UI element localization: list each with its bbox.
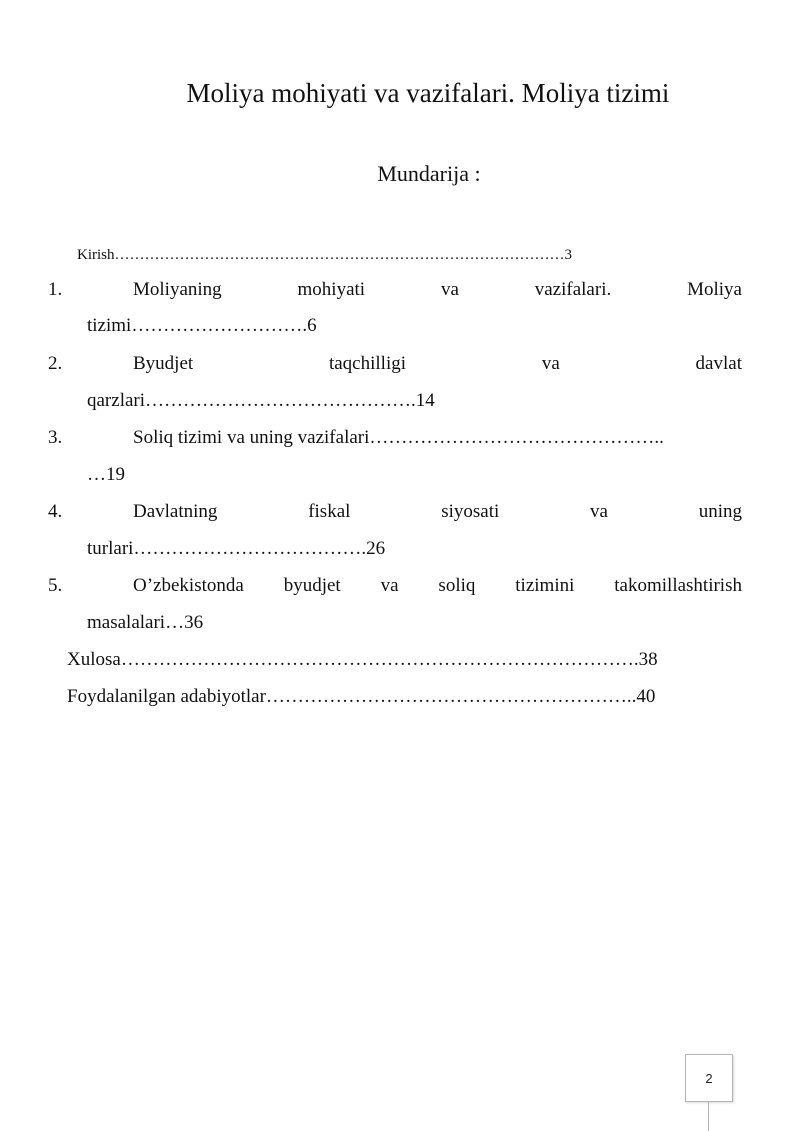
toc-item-3-line: Soliq tizimi va uning vazifalari……………………………………….. — [133, 427, 664, 448]
toc-item-4-number: 4. — [48, 501, 63, 522]
toc-item-2-line — [133, 352, 742, 376]
toc-item-4-continuation: turlari……………………………….26 — [87, 538, 386, 559]
toc-item-2-continuation: qarzlari…………………………………….14 — [87, 390, 435, 411]
toc-item-4-line — [133, 500, 742, 524]
toc-item-3-continuation: …19 — [87, 464, 125, 485]
toc-word: soliq — [438, 575, 476, 596]
toc-item-2-number: 2. — [48, 353, 63, 374]
toc-word: va — [541, 353, 560, 374]
toc-item-5-continuation: masalalari…36 — [87, 612, 204, 633]
toc-word: va — [380, 575, 399, 596]
toc-word: O’zbekistonda — [133, 575, 244, 596]
page-number-connector — [708, 1101, 709, 1131]
document-title: Moliya mohiyati va vazifalari. Moliya tizimi — [186, 78, 670, 108]
toc-item-3-number: 3. — [48, 427, 63, 448]
toc-item-1-continuation: tizimi……………………….6 — [87, 315, 317, 336]
toc-item-5-line — [133, 574, 742, 598]
page-number-box — [685, 1054, 733, 1102]
toc-entry-conclusion: Xulosa……………………………………………………………………….38 — [67, 649, 658, 670]
toc-word: vazifalari. — [534, 279, 612, 300]
toc-item-5-number: 5. — [48, 575, 63, 596]
toc-word: mohiyati — [297, 279, 366, 300]
toc-word: davlat — [695, 353, 742, 374]
toc-item-1-number: 1. — [48, 279, 63, 300]
toc-word: fiskal — [308, 501, 351, 522]
toc-word: Davlatning — [133, 501, 218, 522]
toc-word: uning — [698, 501, 742, 522]
toc-word: taqchilligi — [328, 353, 407, 374]
toc-word: siyosati — [441, 501, 500, 522]
toc-word: Moliyaning — [133, 279, 222, 300]
toc-word: Moliya — [687, 279, 742, 300]
toc-entry-intro: Kirish………………………………………………………………………………3 — [77, 247, 572, 263]
toc-word: takomillashtirish — [614, 575, 742, 596]
toc-item-1-line — [133, 278, 742, 302]
toc-entry-references: Foydalanilgan adabiyotlar…………………………………………………..40 — [67, 686, 656, 707]
toc-word: Byudjet — [133, 353, 194, 374]
toc-heading: Mundarija : — [377, 161, 481, 186]
toc-word: byudjet — [283, 575, 341, 596]
toc-word: va — [440, 279, 459, 300]
page-number: 2 — [705, 1070, 713, 1086]
toc-word: va — [590, 501, 608, 522]
toc-word: tizimini — [515, 575, 575, 596]
